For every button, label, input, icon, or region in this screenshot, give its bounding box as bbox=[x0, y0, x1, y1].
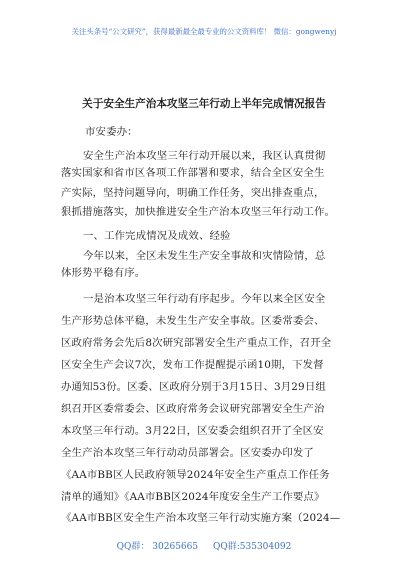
body-line: 全生产治本攻坚三年行动动员部署会。区安委办印发了 bbox=[61, 447, 314, 459]
body-line: 市安委办： bbox=[85, 126, 138, 138]
body-line: 体形势平稳有序。 bbox=[61, 267, 146, 279]
body-line: 区安全生产会议7次，发布工作提醒提示函10期，下发督 bbox=[61, 359, 324, 371]
body-line: 本攻坚三年行动。3月22日，区安委会组织召开了全区安 bbox=[61, 425, 324, 437]
body-line: 区政府常务会先后8次研究部署安全生产重点工作，召开全 bbox=[61, 337, 332, 349]
body-line: 安全生产治本攻坚三年行动开展以来，我区认真贯彻 bbox=[83, 150, 326, 162]
footer-qq-group-2: QQ群:535304092 bbox=[212, 542, 292, 552]
body-line: 产实际，坚持问题导向，明确工作任务，突出排查重点， bbox=[61, 187, 325, 199]
body-line: 一、工作完成情况及成效、经验 bbox=[83, 230, 231, 242]
body-line: 狠抓措施落实，加快推进安全生产治本攻坚三年行动工作。 bbox=[61, 206, 336, 218]
footer-qq-group-1: QQ群： 30265665 bbox=[116, 542, 199, 552]
body-line: 《AA市BB区安全生产治本攻坚三年行动实施方案（2024— bbox=[61, 512, 341, 524]
body-line: 《AA市BB区人民政府领导2024年安全生产重点工作任务 bbox=[61, 469, 330, 481]
body-line: 今年以来，全区未发生生产安全事故和灾情险情，总 bbox=[83, 250, 326, 262]
footer bbox=[0, 539, 408, 552]
body-line: 织召开区委常委会、区政府常务会议研究部署安全生产治 bbox=[61, 403, 325, 415]
body-line: 生产形势总体平稳，未发生生产安全事故。区委常委会、 bbox=[61, 315, 325, 327]
body-line: 办通知53份。区委、区政府分别于3月15日、3月29日组 bbox=[61, 381, 326, 393]
body-line: 落实国家和省市区各项工作部署和要求，结合全区安全生 bbox=[61, 167, 325, 179]
header-note: 关注头条号“公文研究”，获得最新最全最专业的公文资料库！ 微信：gongwenyj bbox=[71, 27, 337, 36]
body-line: 清单的通知》《AA市BB区2024年度安全生产工作要点》 bbox=[61, 491, 325, 503]
document-title: 关于安全生产治本攻坚三年行动上半年完成情况报告 bbox=[82, 98, 326, 110]
body-line: 一是治本攻坚三年行动有序起步。今年以来全区安全 bbox=[83, 293, 326, 305]
